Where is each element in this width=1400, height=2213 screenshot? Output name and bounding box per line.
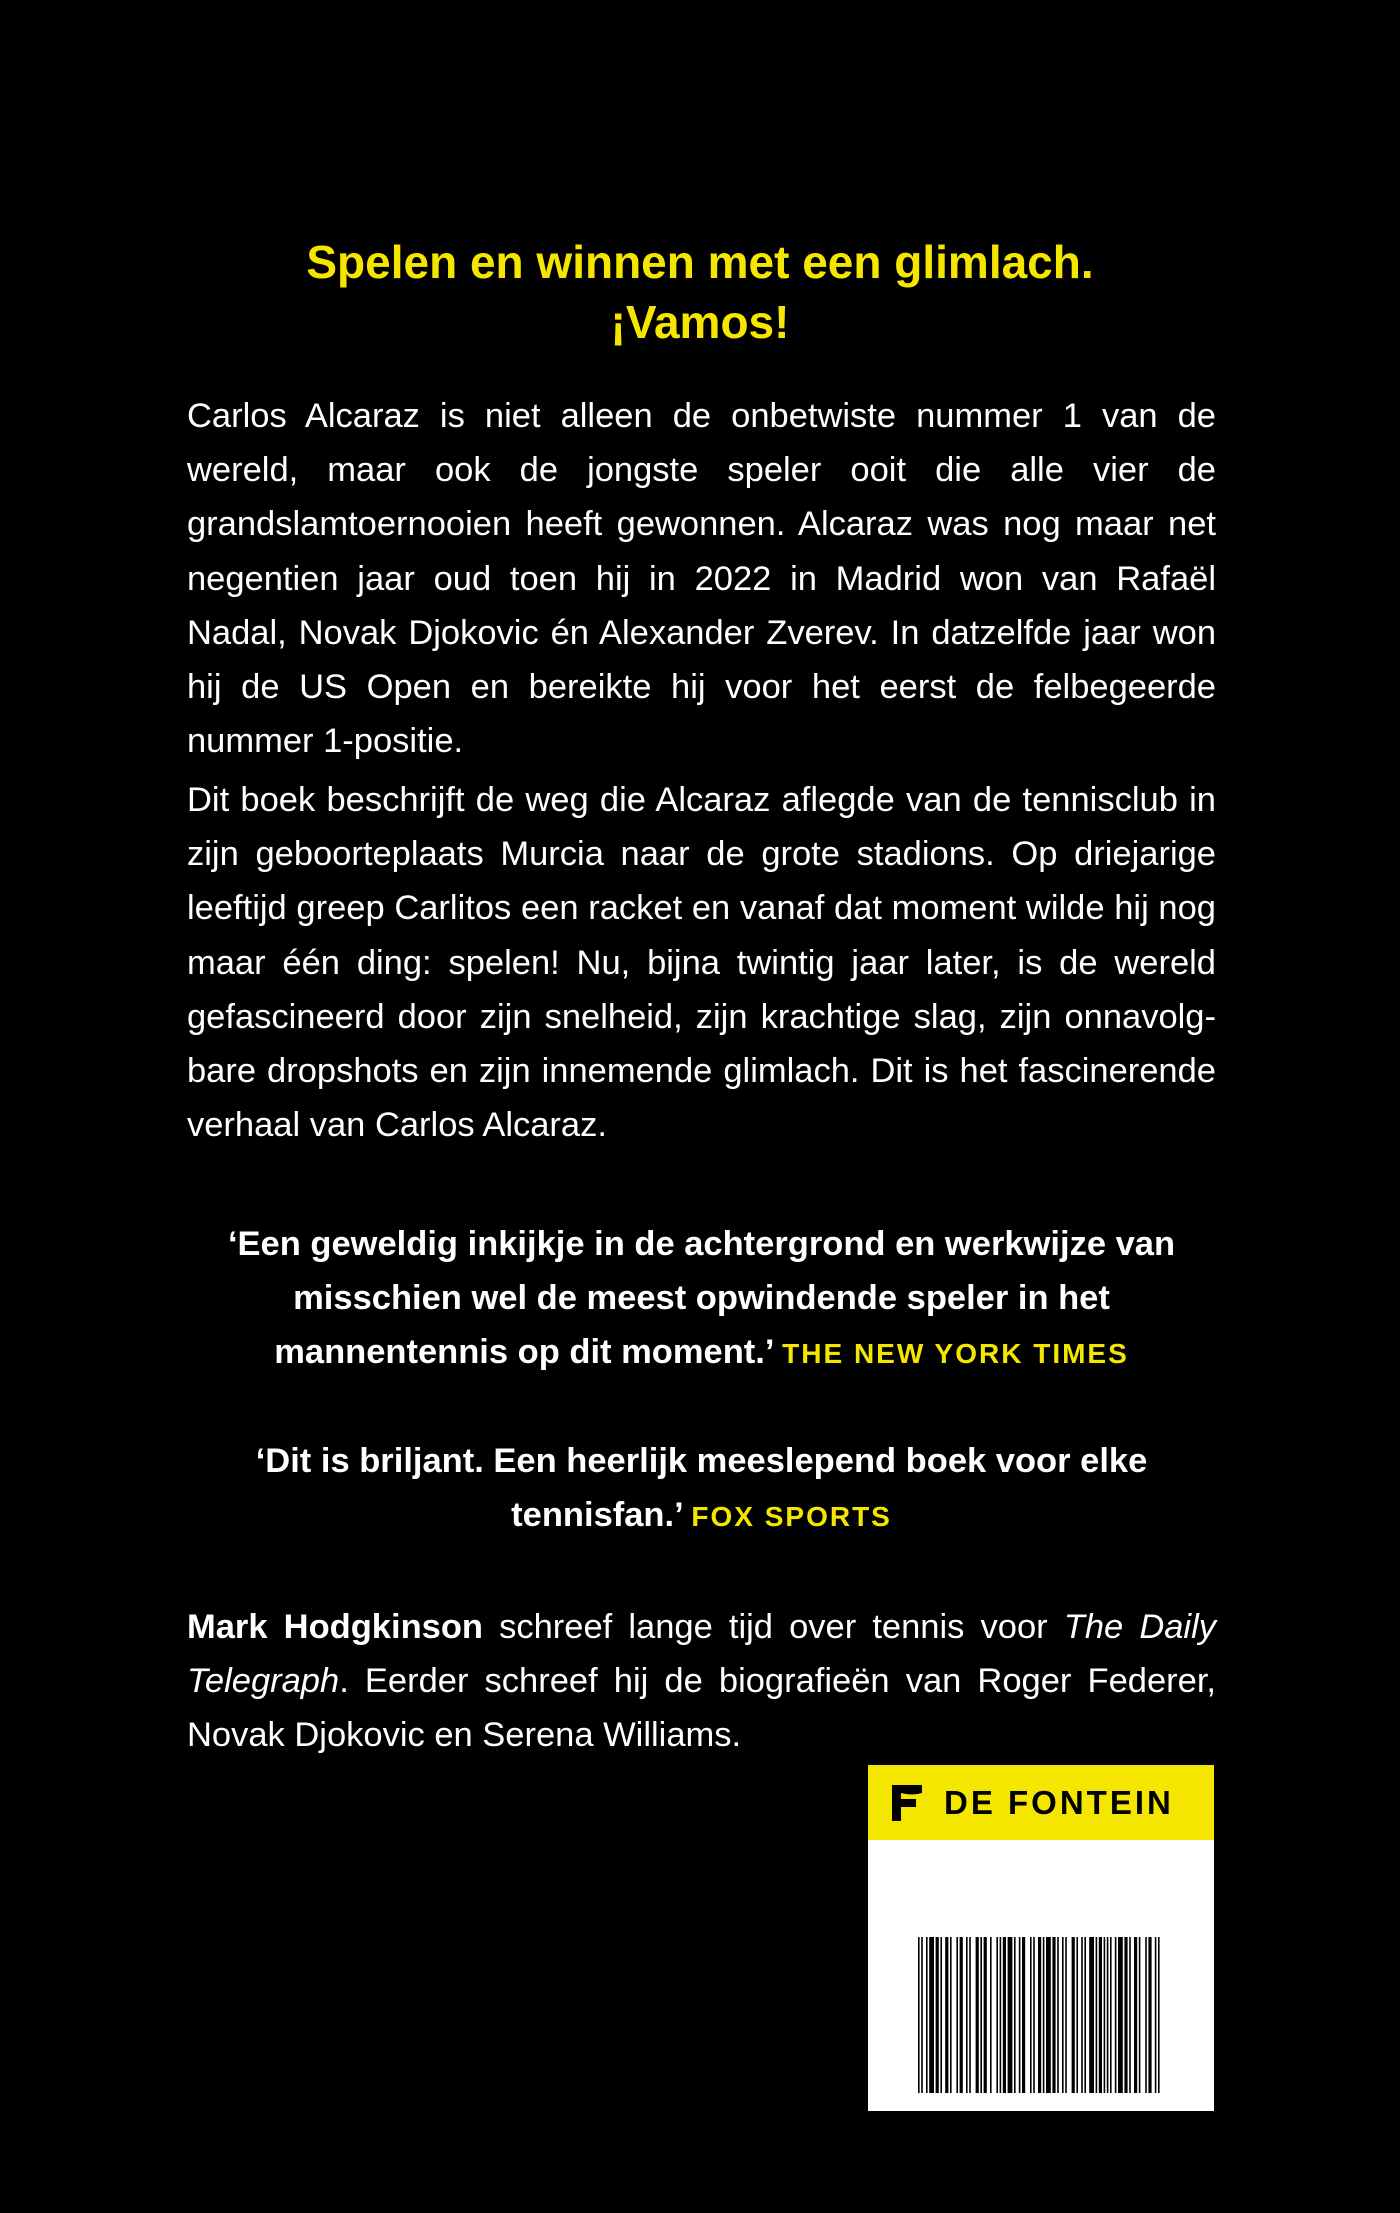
author-bio-text-1: schreef lange tijd over tennis voor xyxy=(482,1608,1064,1646)
barcode-bar xyxy=(929,1937,934,2093)
barcode-bar xyxy=(984,1937,987,2093)
barcode-bar xyxy=(1072,1937,1075,2093)
barcode-bar xyxy=(1000,1937,1002,2093)
barcode-bar xyxy=(945,1937,948,2093)
barcode-bar xyxy=(950,1937,952,2093)
barcode-bar xyxy=(1057,1937,1059,2093)
barcode-bar xyxy=(1099,1937,1102,2093)
barcode-area xyxy=(868,1840,1214,2152)
barcode-bar xyxy=(1014,1937,1016,2093)
barcode-bar xyxy=(1065,1937,1067,2093)
barcode xyxy=(918,1937,1164,2093)
barcode-bar xyxy=(1124,1937,1127,2093)
author-bio xyxy=(187,1600,1216,1763)
barcode-bar xyxy=(969,1937,971,2093)
barcode-bar xyxy=(996,1937,998,2093)
barcode-bar xyxy=(1084,1937,1086,2093)
barcode-bar xyxy=(1089,1937,1094,2093)
barcode-bar xyxy=(1019,1937,1021,2093)
back-cover-headline xyxy=(0,232,1400,352)
barcode-bar xyxy=(990,1937,992,2093)
barcode-bar xyxy=(1046,1937,1051,2093)
barcode-bar xyxy=(976,1937,979,2093)
barcode-bar xyxy=(921,1937,923,2093)
barcode-bar xyxy=(1148,1937,1151,2093)
headline-line-1: Spelen en winnen met een glimlach. xyxy=(306,236,1094,288)
review-quote-1-source: THE NEW YORK TIMES xyxy=(782,1338,1129,1370)
barcode-bar xyxy=(1118,1937,1123,2093)
barcode-bar xyxy=(1155,1937,1157,2093)
barcode-bar xyxy=(960,1937,963,2093)
barcode-bar xyxy=(980,1937,982,2093)
author-bio-text-2: . Eerder schreef hij de biografieën van Roger Federer, Novak Djokovic en Serena Williams. xyxy=(187,1662,1216,1755)
barcode-bar xyxy=(918,1937,920,2093)
barcode-bar xyxy=(1134,1937,1137,2093)
blurb-paragraph-2: Dit boek beschrijft de weg die Alcaraz aflegde van de tennisclub in zijn geboorteplaats Murcia naar de grote stadions. Op driejarige leeftijd greep Carlitos een racket en vanaf dat moment wilde hij nog maar één ding: spelen! Nu, bijna twintig jaar later, is de wereld gefascineerd door zijn snelheid, zijn krachtige slag, zijn onnavolgbare dropshots en zijn innemende glimlach. Dit is het fascinerende verhaal van Carlos Alcaraz. xyxy=(187,781,1216,1145)
barcode-bar xyxy=(1043,1937,1045,2093)
author-bio-publication: The Daily Telegraph xyxy=(187,1608,1216,1701)
review-quote-2 xyxy=(187,1434,1216,1544)
barcode-bar xyxy=(1022,1937,1025,2093)
publisher-band xyxy=(868,1765,1214,1840)
headline-line-2: ¡Vamos! xyxy=(610,296,790,348)
barcode-bar xyxy=(1145,1937,1147,2093)
isbn-number: 9 789026 183324 xyxy=(888,2126,1128,2152)
barcode-bar xyxy=(1076,1937,1078,2093)
barcode-bar xyxy=(936,1937,939,2093)
barcode-bar xyxy=(956,1937,958,2093)
blurb-paragraph-1: Carlos Alcaraz is niet alleen de onbetwiste nummer 1 van de wereld, maar ook de jongste speler ooit die alle vier de grandslamtoernooien heeft gewonnen. Alcaraz was nog maar net negentien jaar oud toen hij in 2022 in Madrid won van Rafaël Nadal, Novak Djokovic én Alexander Zverev. In datzelfde jaar won hij de US Open en bereikte hij voor het eerst de felbegeerde nummer 1-positie. xyxy=(187,397,1216,761)
barcode-bar xyxy=(1104,1937,1106,2093)
barcode-bar xyxy=(1062,1937,1064,2093)
barcode-bar xyxy=(940,1937,942,2093)
review-quote-2-text: ‘Dit is briljant. Een heerlijk meeslepend boek voor elke tennisfan.’ xyxy=(255,1442,1148,1535)
barcode-bar xyxy=(1115,1937,1117,2093)
review-quote-1 xyxy=(187,1217,1216,1382)
barcode-bar xyxy=(1038,1937,1041,2093)
barcode-bar xyxy=(1129,1937,1131,2093)
review-quote-1-text: ‘Een geweldig inkijkje in de achtergrond en werkwijze van misschien wel de meest opwindende speler in het mannentennis op dit moment.’ xyxy=(227,1225,1176,1372)
barcode-bar xyxy=(966,1937,968,2093)
barcode-bar xyxy=(1030,1937,1032,2093)
barcode-bar xyxy=(1008,1937,1013,2093)
publisher-name: DE FONTEIN xyxy=(944,1784,1174,1821)
barcode-bar xyxy=(926,1937,928,2093)
barcode-bar xyxy=(1158,1937,1160,2093)
barcode-bar xyxy=(1139,1937,1141,2093)
fontein-f-logo-icon xyxy=(890,1783,924,1823)
barcode-bar xyxy=(1003,1937,1006,2093)
barcode-bar xyxy=(1110,1937,1112,2093)
barcode-bar xyxy=(1033,1937,1035,2093)
barcode-bar xyxy=(1081,1937,1083,2093)
barcode-bar xyxy=(1107,1937,1109,2093)
review-quote-2-source: FOX SPORTS xyxy=(691,1501,892,1533)
publisher-barcode-block xyxy=(868,1765,1214,2152)
barcode-bar xyxy=(1052,1937,1055,2093)
author-name: Mark Hodgkinson xyxy=(187,1608,483,1646)
barcode-bar xyxy=(1096,1937,1098,2093)
